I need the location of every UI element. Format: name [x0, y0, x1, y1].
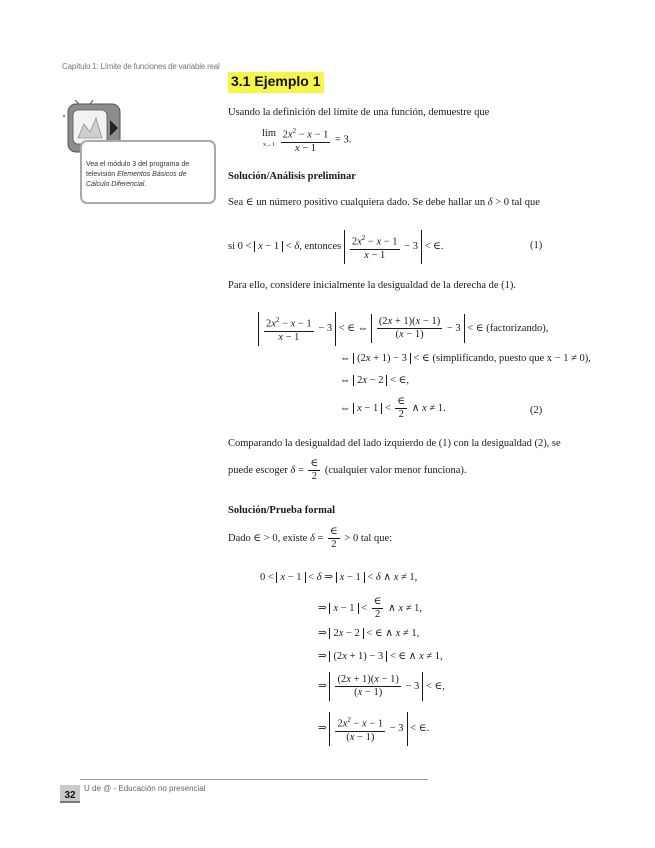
section-title-text: 3.1 Ejemplo 1	[231, 73, 321, 89]
limit-expression: lím x→1 $\frac{2x^2 - x - 1}{x - 1}$ = 3.	[262, 127, 352, 154]
para3-start: puede escoger	[228, 464, 288, 476]
proof-line-6: ⇒ $\frac{2x^2 - x - 1}{(x - 1)}$ − 3 < ∈.	[318, 712, 429, 746]
sidebar-note-italic: Elementos Básicos de Cálculo Diferencial	[86, 171, 187, 188]
proof-line-1: 0 < x − 1 < δ ⇒ x − 1 < δ ∧ x ≠ 1,	[260, 572, 418, 584]
note-simplificando: (simplificando, puesto que x − 1 ≠ 0),	[432, 353, 591, 364]
paragraph-2: Para ello, considere inicialmente la desigualdad de la derecha de (1).	[228, 280, 517, 291]
equation-1: si 0 < x − 1 < δ, entonces $\frac{2x^2 - x - 1}{x - 1}$ − 3 < ∈.	[228, 230, 444, 264]
para4-end: tal que:	[360, 532, 393, 544]
equation-1-label: (1)	[530, 240, 543, 251]
sidebar-note-line2: televisión	[86, 171, 116, 178]
running-header: Capítulo 1: Límite de funciones de variable real	[62, 62, 220, 71]
footer-rule	[80, 779, 428, 780]
proof-line-3: ⇒ 2x − 2 < ∈ ∧ x ≠ 1,	[318, 628, 420, 640]
equivalence-line-4: ⇔ x − 1 < $\frac{\in}{2}$ ∧ x ≠ 1.	[340, 396, 446, 420]
sidebar-note-line1: Vea el módulo 3 del programa de	[86, 161, 190, 168]
equivalence-line-1: $\frac{2x^2 - x - 1}{x - 1}$ − 3 < ∈ ⇔ $\frac{(2x + 1)(x - 1)}{(x - 1)}$ − 3 < ∈ (factorizando),	[258, 312, 548, 346]
note-factorizando: (factorizando),	[486, 323, 549, 335]
proof-line-4: ⇒ (2x + 1) − 3 < ∈ ∧ x ≠ 1,	[318, 651, 443, 663]
para1-start: Sea	[228, 197, 244, 208]
heading-formal: Solución/Prueba formal	[228, 505, 336, 516]
paragraph-4: Dado ∈ > 0, existe δ = $\frac{\in}{2}$ > 0 tal que:	[228, 526, 393, 550]
paragraph-3-line2: puede escoger δ = $\frac{\in}{2}$ (cualquier valor menor funciona).	[228, 458, 467, 482]
paragraph-1: Sea ∈ un número positivo cualquiera dado. Se debe hallar un δ > 0 tal que	[228, 197, 540, 208]
equivalence-line-3: ⇔ 2x − 2 < ∈,	[340, 375, 410, 387]
page-number-box	[60, 785, 80, 803]
heading-preliminar: Solución/Análisis preliminar	[228, 171, 356, 182]
cond-entonces: entonces	[304, 241, 342, 253]
proof-line-5: ⇒ $\frac{(2x + 1)(x - 1)}{(x - 1)}$ − 3 < ∈,	[318, 672, 445, 701]
paragraph-3-line1: Comparando la desigualdad del lado izquierdo de (1) con la desigualdad (2), se	[228, 438, 561, 449]
equation-2-label: (2)	[530, 405, 543, 416]
sidebar-note-text	[86, 160, 210, 190]
para3-end: (cualquier valor menor funciona).	[324, 464, 467, 476]
page-number: 32	[64, 790, 76, 801]
section-title	[228, 72, 324, 93]
sidebar-note-end: .	[144, 181, 147, 188]
para1-end: tal que	[511, 197, 540, 208]
equivalence-line-2: ⇔ (2x + 1) − 3 < ∈ (simplificando, puesto que x − 1 ≠ 0),	[340, 353, 591, 365]
footer-text: U de @ - Educación no presencial	[84, 784, 206, 793]
cond-si: si	[228, 241, 236, 253]
para4-middle: > 0, existe	[263, 532, 308, 544]
para1-middle: un número positivo cualquiera dado. Se debe hallar un	[256, 197, 486, 208]
intro-text: Usando la definición del límite de una función, demuestre que	[228, 107, 490, 118]
para4-start: Dado	[228, 532, 251, 544]
proof-line-2: ⇒ x − 1 < $\frac{\in}{2}$ ∧ x ≠ 1,	[318, 596, 422, 620]
